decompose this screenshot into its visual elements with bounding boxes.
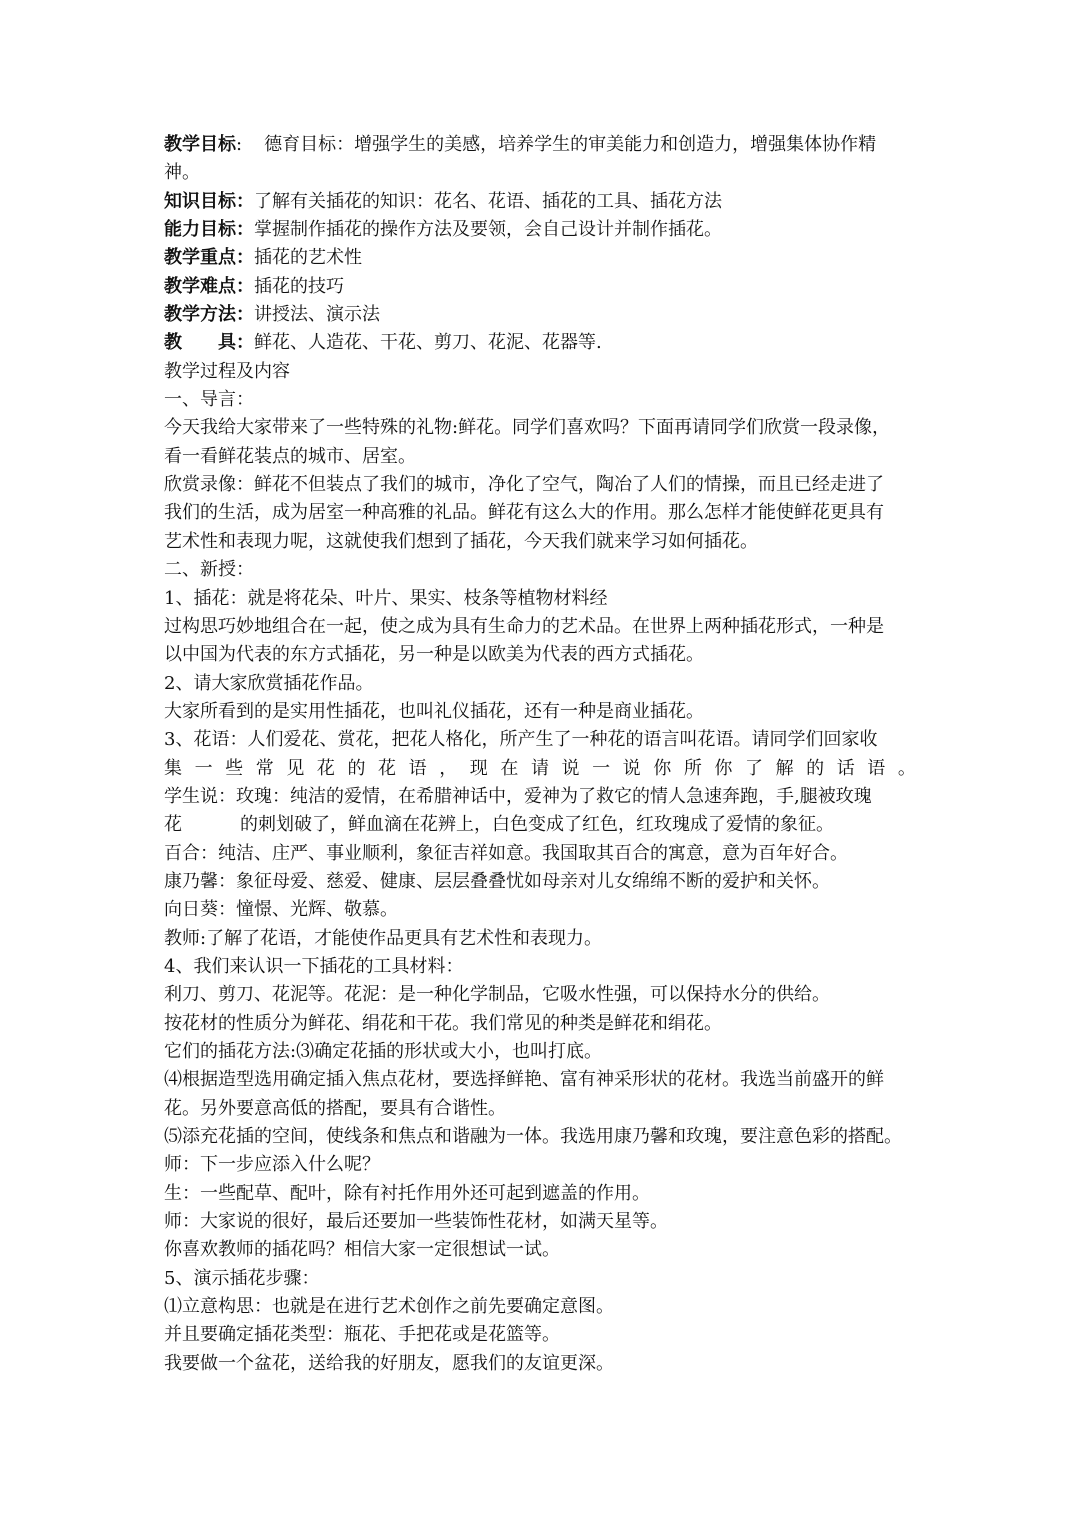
spread-char: 花 <box>316 757 335 779</box>
paragraph-line: 大家所看到的是实用性插花，也叫礼仪插花，还有一种是商业插花。 <box>164 700 704 722</box>
paragraph-line: 百合：纯洁、庄严、事业顺利，象征吉祥如意。我国取其百合的寓意，意为百年好合。 <box>164 842 848 864</box>
moral-objective-text: 德育目标：增强学生的美感，培养学生的审美能力和创造力，增强集体协作精 <box>264 134 877 155</box>
key-point-label: 教学重点： <box>164 247 254 269</box>
method-line <box>164 301 924 329</box>
paragraph-line: 5、演示插花步骤： <box>164 1267 320 1289</box>
spread-char: 说 <box>561 757 580 779</box>
process-title: 教学过程及内容 <box>164 360 290 382</box>
spread-char: 常 <box>255 757 274 779</box>
key-point-line <box>164 244 924 272</box>
rose-line: 学生说：玫瑰：纯洁的爱情，在希腊神话中，爱神为了救它的情人急速奔跑，手,腿被玫瑰 <box>164 785 872 807</box>
rose-cont-a: 花 <box>164 814 182 836</box>
paragraph-line: 以中国为代表的东方式插花，另一种是以欧美为代表的西方式插花。 <box>164 644 704 666</box>
paragraph-line: 看一看鲜花装点的城市、居室。 <box>164 445 416 467</box>
spread-char: 话 <box>836 757 855 779</box>
paragraph-line: 2、请大家欣赏插花作品。 <box>164 672 374 694</box>
knowledge-text: 了解有关插花的知识：花名、花语、插花的工具、插花方法 <box>254 190 722 212</box>
ability-label: 能力目标： <box>164 219 254 241</box>
paragraph-line: 师：下一步应添入什么呢？ <box>164 1154 380 1176</box>
spread-char: 语 <box>867 757 886 779</box>
spread-char: 你 <box>653 757 672 779</box>
paragraph-line: 欣赏录像：鲜花不但装点了我们的城市，净化了空气，陶冶了人们的情操，而且已经走进了 <box>164 474 884 496</box>
paragraph-line: 并且要确定插花类型：瓶花、手把花或是花篮等。 <box>164 1324 560 1346</box>
spread-char: 些 <box>225 757 244 779</box>
paragraph-line: ⑷根据造型选用确定插入焦点花材，要选择鲜艳、富有神采形状的花材。我选当前盛开的鲜 <box>164 1069 884 1091</box>
paragraph-line: 今天我给大家带来了一些特殊的礼物:鲜花。同学们喜欢吗？下面再请同学们欣赏一段录像， <box>164 417 891 439</box>
paragraph-line: ⑴立意构思：也就是在进行艺术创作之前先要确定意图。 <box>164 1296 614 1318</box>
ability-text: 掌握制作插花的操作方法及要领，会自己设计并制作插花。 <box>254 219 722 241</box>
paragraph-line: 教师:了解了花语，才能使作品更具有艺术性和表现力。 <box>164 927 603 949</box>
objectives-cont-line <box>164 159 924 187</box>
new-lesson-heading: 二、新授： <box>164 559 254 581</box>
difficulty-label: 教学难点： <box>164 275 254 297</box>
spread-char: 的 <box>347 757 366 779</box>
key-point-text: 插花的艺术性 <box>254 247 362 269</box>
paragraph-line: 师：大家说的很好，最后还要加一些装饰性花材，如满天星等。 <box>164 1211 668 1233</box>
knowledge-label: 知识目标： <box>164 190 254 212</box>
rose-cont-b: 的刺划破了，鲜血滴在花辨上，白色变成了红色，红玫瑰成了爱情的象征。 <box>240 814 834 836</box>
spread-char: 一 <box>194 757 213 779</box>
paragraph-line: ⑸添充花插的空间，使线条和焦点和谐融为一体。我选用康乃馨和玫瑰，要注意色彩的搭配。 <box>164 1126 902 1148</box>
moral-objective-cont: 神。 <box>164 162 200 184</box>
tools-label-b: 具： <box>218 332 254 354</box>
spread-char: 了 <box>744 757 763 779</box>
spread-line <box>164 755 916 783</box>
spread-char: 你 <box>714 757 733 779</box>
paragraph-line: 按花材的性质分为鲜花、绢花和干花。我们常见的种类是鲜花和绢花。 <box>164 1012 722 1034</box>
method-label: 教学方法： <box>164 304 254 326</box>
spread-char: 在 <box>500 757 519 779</box>
paragraph-line: 康乃馨：象征母爱、慈爱、健康、层层叠叠忧如母亲对儿女绵绵不断的爱护和关怀。 <box>164 870 830 892</box>
objectives-label: 教学目标 <box>164 134 236 155</box>
spread-char: 花 <box>378 757 397 779</box>
paragraph-line: 过构思巧妙地组合在一起，使之成为具有生命力的艺术品。在世界上两种插花形式，一种是 <box>164 615 884 637</box>
spread-char: 现 <box>469 757 488 779</box>
spread-char: 说 <box>622 757 641 779</box>
paragraph-line: 花。另外要意高低的搭配，要具有合谐性。 <box>164 1097 506 1119</box>
paragraph-line: 它们的插花方法:⑶确定花插的形状或大小，也叫打底。 <box>164 1041 603 1062</box>
objectives-line <box>164 131 924 159</box>
paragraph-line: 向日葵：憧憬、光辉、敬慕。 <box>164 899 398 921</box>
tools-text: 鲜花、人造花、干花、剪刀、花泥、花器等. <box>254 332 602 354</box>
spread-char: 语 <box>408 757 427 779</box>
paragraph-line: 3、花语：人们爱花、赏花，把花人格化，所产生了一种花的语言叫花语。请同学们回家收 <box>164 729 878 751</box>
spread-char: 见 <box>286 757 305 779</box>
spread-char: 所 <box>683 757 702 779</box>
paragraph-line: 1、插花：就是将花朵、叶片、果实、枝条等植物材料经 <box>164 587 608 609</box>
paragraph-line: 我要做一个盆花，送给我的好朋友，愿我们的友谊更深。 <box>164 1352 614 1374</box>
spread-char: 。 <box>897 757 916 779</box>
knowledge-line <box>164 188 924 216</box>
rose-cont-line <box>164 811 924 839</box>
spread-char: 请 <box>530 757 549 779</box>
spread-char: ， <box>439 757 458 779</box>
objectives-colon: : <box>236 134 243 155</box>
difficulty-text: 插花的技巧 <box>254 275 344 297</box>
tools-label-a: 教 <box>164 332 182 354</box>
document-page <box>164 131 924 1378</box>
tools-line <box>164 329 924 357</box>
paragraph-line: 生：一些配草、配叶，除有衬托作用外还可起到遮盖的作用。 <box>164 1182 650 1204</box>
paragraph-line: 利刀、剪刀、花泥等。花泥：是一种化学制品，它吸水性强，可以保持水分的供给。 <box>164 984 830 1006</box>
ability-line <box>164 216 924 244</box>
spread-char: 一 <box>592 757 611 779</box>
intro-heading: 一、导言： <box>164 389 254 411</box>
spread-char: 集 <box>164 757 182 779</box>
paragraph-line: 我们的生活，成为居室一种高雅的礼品。鲜花有这么大的作用。那么怎样才能使鲜花更具有 <box>164 502 884 524</box>
paragraph-line: 4、我们来认识一下插花的工具材料： <box>164 955 464 977</box>
difficulty-line <box>164 273 924 301</box>
paragraph-line: 你喜欢教师的插花吗？相信大家一定很想试一试。 <box>164 1239 560 1261</box>
paragraph-line: 艺术性和表现力呢，这就使我们想到了插花，今天我们就来学习如何插花。 <box>164 530 758 552</box>
spread-char: 解 <box>775 757 794 779</box>
method-text: 讲授法、演示法 <box>254 304 380 326</box>
spread-char: 的 <box>806 757 825 779</box>
